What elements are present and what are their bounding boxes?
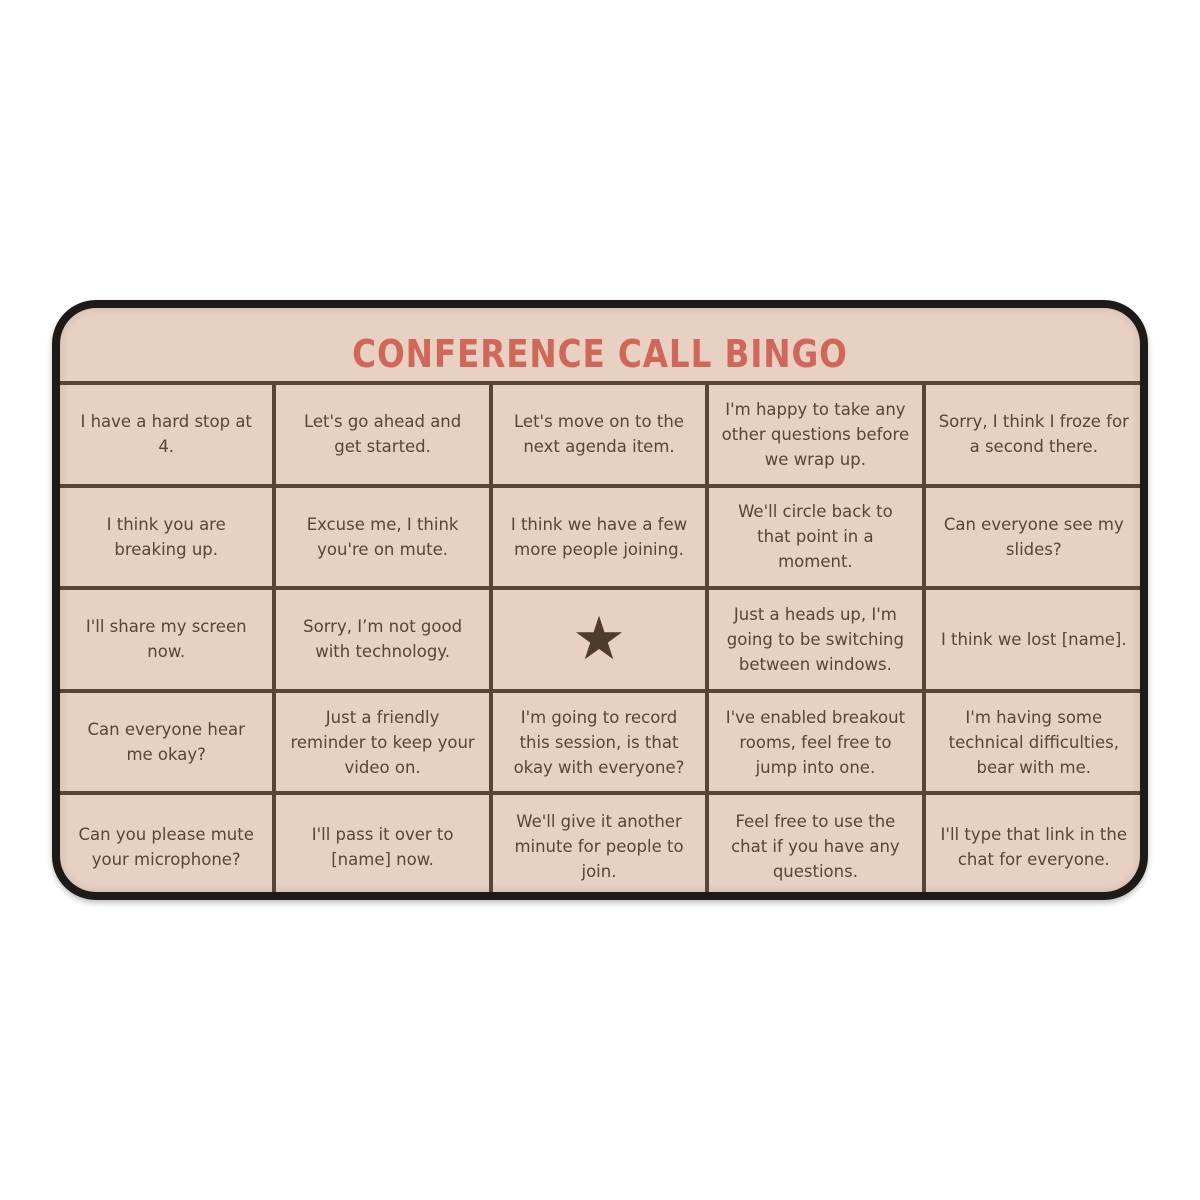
bingo-cell: I think you are breaking up.	[60, 488, 276, 591]
bingo-cell: We'll circle back to that point in a moment.	[709, 488, 925, 591]
bingo-cell: I have a hard stop at 4.	[60, 385, 276, 488]
bingo-cell: Let's go ahead and get started.	[276, 385, 492, 488]
bingo-cell: Excuse me, I think you're on mute.	[276, 488, 492, 591]
free-space-cell	[493, 590, 709, 693]
bingo-grid	[60, 381, 1140, 892]
bingo-cell: I'm going to record this session, is that okay with everyone?	[493, 693, 709, 796]
bingo-desk-mat	[52, 300, 1148, 900]
bingo-cell: I think we have a few more people joining.	[493, 488, 709, 591]
bingo-cell: Can you please mute your microphone?	[60, 795, 276, 892]
bingo-cell: Just a friendly reminder to keep your video on.	[276, 693, 492, 796]
bingo-cell: I'll type that link in the chat for everyone.	[940, 824, 1128, 869]
bingo-cell: I've enabled breakout rooms, feel free to jump into one.	[709, 693, 925, 796]
star-icon: ★	[572, 604, 626, 675]
bingo-cell: We'll give it another minute for people to join.	[493, 795, 709, 892]
bingo-cell: Just a heads up, I'm going to be switching between windows.	[709, 590, 925, 693]
bingo-cell: I'll share my screen now.	[60, 590, 276, 693]
bingo-cell: Feel free to use the chat if you have any questions.	[709, 795, 925, 892]
bingo-cell: I'm having some technical difficulties, bear with me.	[926, 693, 1140, 796]
bingo-cell: Sorry, I’m not good with technology.	[276, 590, 492, 693]
bingo-cell: Sorry, I think I froze for a second there.	[926, 385, 1140, 488]
bingo-title: CONFERENCE CALL BINGO	[352, 332, 848, 376]
bingo-cell: Let's move on to the next agenda item.	[493, 385, 709, 488]
bingo-cell: I'll pass it over to [name] now.	[276, 795, 492, 892]
bingo-cell: Can everyone see my slides?	[926, 488, 1140, 591]
bingo-cell: I'm happy to take any other questions before we wrap up.	[709, 385, 925, 488]
mat-surface	[60, 308, 1140, 892]
bingo-cell: Can everyone hear me okay?	[60, 693, 276, 796]
bingo-cell: I think we lost [name].	[926, 590, 1140, 693]
